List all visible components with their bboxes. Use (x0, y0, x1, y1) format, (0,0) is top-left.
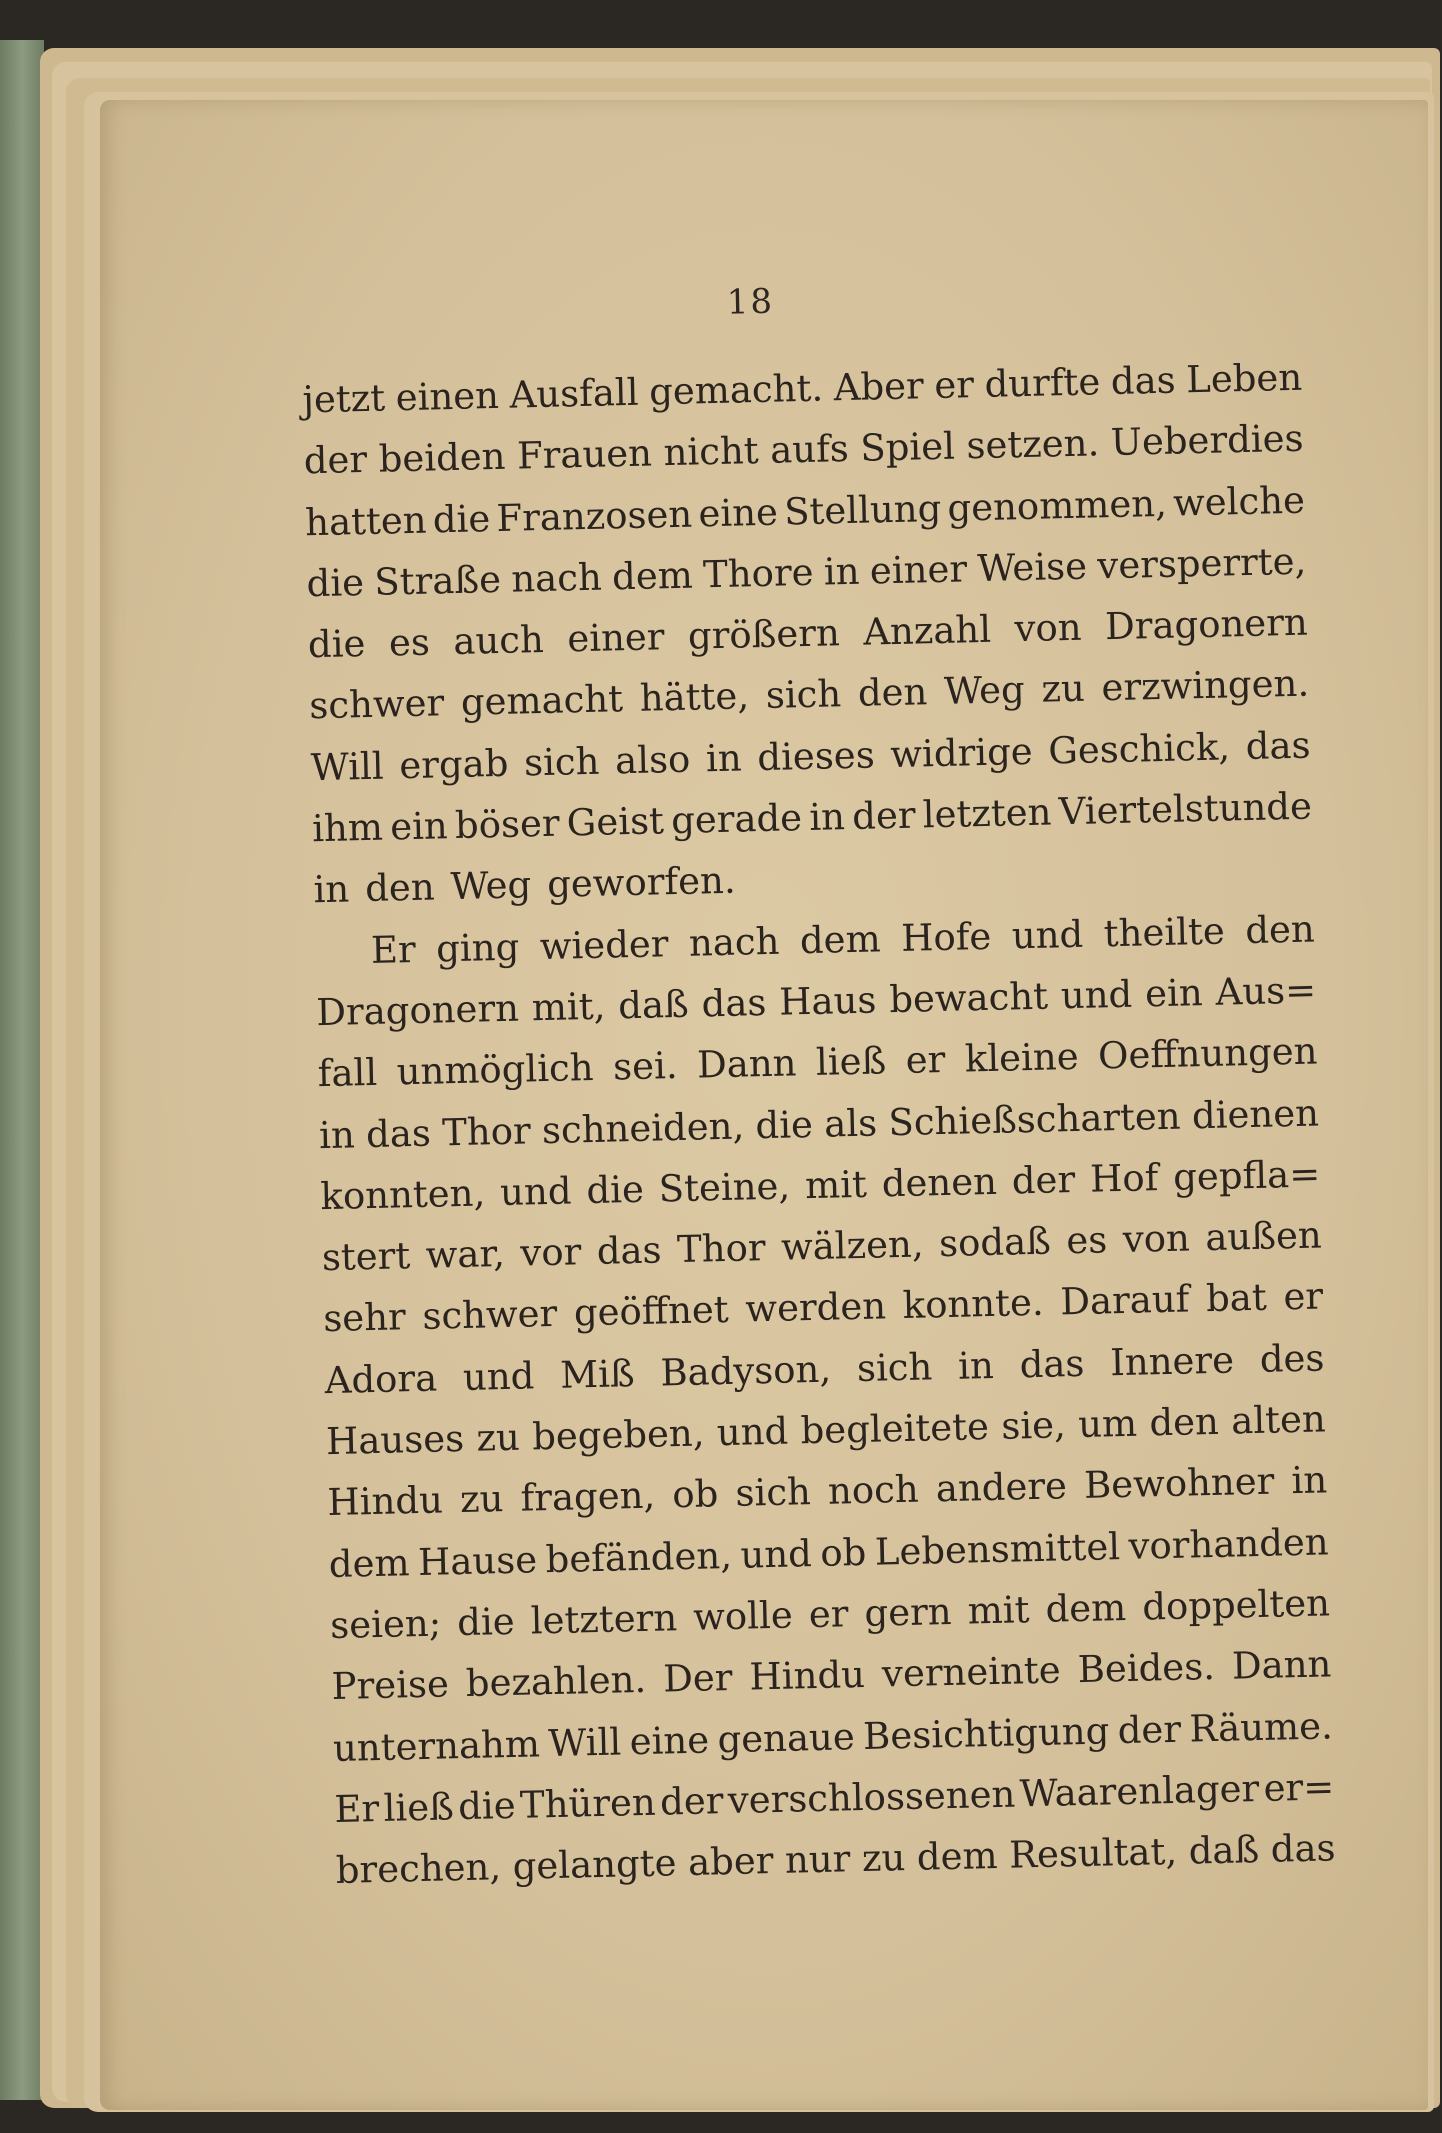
paragraph-start-line: Er ging wieder nach dem Hofe und theilte den (370, 907, 1316, 972)
text-line: ihm ein böser Geist gerade in der letzten Viertelstunde (311, 784, 1313, 851)
text-line: schwer gemacht hätte, sich den Weg zu erzwingen. (308, 662, 1310, 728)
text-line: Hindu zu fragen, ob sich noch andere Bewohner in (326, 1458, 1328, 1525)
text-line: unternahm Will eine genaue Besichtigung der Räume. (332, 1703, 1334, 1770)
text-line: Adora und Miß Badyson, sich in das Innere des (324, 1336, 1325, 1402)
text-line: Will ergab sich also in dieses widrige Geschick, das (310, 723, 1311, 790)
text-line: jetzt einen Ausfall gemacht. Aber er durfte das Leben (301, 355, 1303, 422)
text-line: dem Hause befänden, und ob Lebensmittel vorhanden (328, 1520, 1330, 1586)
text-line: Dragonern mit, daß das Haus bewacht und ein Aus= (315, 968, 1317, 1035)
book-cover-edge (0, 40, 44, 2100)
page-number: 18 (726, 281, 775, 323)
text-line: stert war, vor das Thor wälzen, sodaß es von außen (321, 1213, 1323, 1280)
text-line: der beiden Frauen nicht aufs Spiel setzen. Ueberdies (303, 416, 1304, 483)
text-line: in das Thor schneiden, die als Schießscharten dienen (318, 1091, 1320, 1157)
text-line: sehr schwer geöffnet werden konnte. Darauf bat er (322, 1274, 1324, 1341)
page-content (82, 85, 1442, 2125)
text-line: hatten die Franzosen eine Stellung genommen, welche (304, 478, 1306, 544)
text-line: fall unmöglich sei. Dann ließ er kleine Oeffnungen (317, 1029, 1318, 1096)
body-text (302, 356, 1337, 1911)
text-line: die es auch einer größern Anzahl von Dragonern (307, 600, 1309, 667)
book-page (100, 100, 1428, 2110)
text-line: Preise bezahlen. Der Hindu verneinte Beides. Dann (331, 1642, 1332, 1709)
text-line: brechen, gelangte aber nur zu dem Resultat, daß das (335, 1826, 1336, 1893)
text-line: die Straße nach dem Thore in einer Weise versperrte, (306, 539, 1307, 606)
text-line: seien; die letztern wolle er gern mit dem doppelten (329, 1581, 1331, 1647)
text-line: Hauses zu begeben, und begleitete sie, um den alten (325, 1397, 1327, 1464)
text-line: Er ließ die Thüren der verschlossenen Waarenlager er= (333, 1765, 1335, 1831)
text-line: in den Weg geworfen. (313, 859, 737, 912)
text-line: konnten, und die Steine, mit denen der Hof gepfla= (320, 1152, 1321, 1218)
